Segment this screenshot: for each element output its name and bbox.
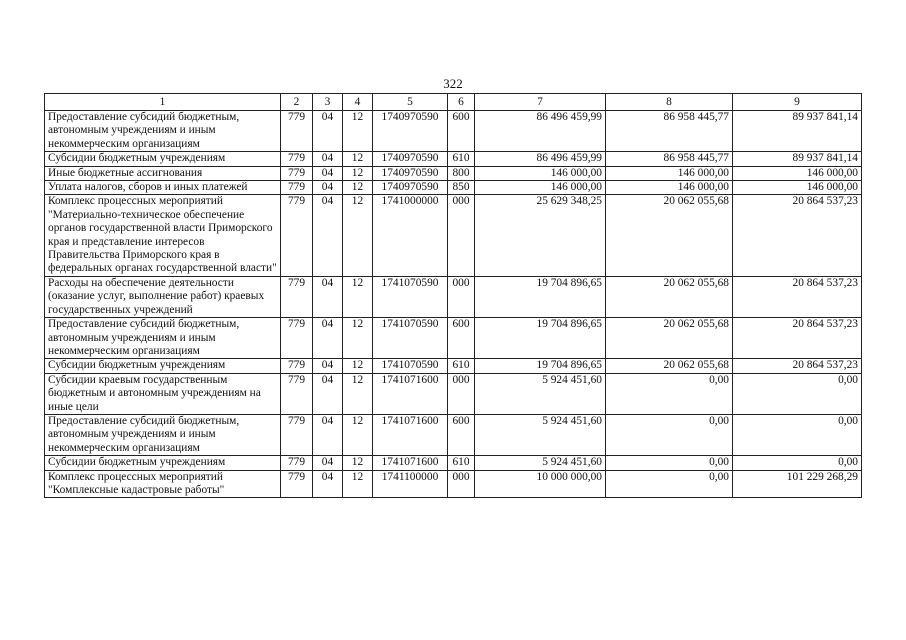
row-amount-col9: 20 864 537,23 xyxy=(733,195,862,276)
row-section-code: 04 xyxy=(313,111,343,152)
row-expense-type: 610 xyxy=(448,152,475,166)
row-ministry-code: 779 xyxy=(281,195,313,276)
row-amount-col7: 19 704 896,65 xyxy=(475,318,606,359)
table-row xyxy=(45,470,862,498)
row-name: Субсидии бюджетным учреждениям xyxy=(45,152,281,166)
row-name: Иные бюджетные ассигнования xyxy=(45,166,281,180)
row-section-code: 04 xyxy=(313,470,343,498)
table-row xyxy=(45,359,862,373)
row-amount-col9: 20 864 537,23 xyxy=(733,359,862,373)
row-name: Комплекс процессных мероприятий "Материально-техническое обеспечение органов государственной власти Приморского края и представление интересов Правительства Приморского края в федеральных органах государственной власти" xyxy=(45,195,281,276)
table-row xyxy=(45,195,862,276)
row-amount-col9: 146 000,00 xyxy=(733,166,862,180)
row-section-code: 04 xyxy=(313,318,343,359)
header-col-4: 4 xyxy=(343,94,373,111)
header-col-1: 1 xyxy=(45,94,281,111)
row-expense-type: 800 xyxy=(448,166,475,180)
budget-table xyxy=(44,93,862,498)
row-target-article: 1741070590 xyxy=(373,359,448,373)
header-col-9: 9 xyxy=(733,94,862,111)
row-section-code: 04 xyxy=(313,276,343,317)
row-subsection-code: 12 xyxy=(343,359,373,373)
row-target-article: 1741000000 xyxy=(373,195,448,276)
table-row xyxy=(45,373,862,414)
table-row xyxy=(45,456,862,470)
row-expense-type: 600 xyxy=(448,414,475,455)
row-ministry-code: 779 xyxy=(281,181,313,195)
row-target-article: 1740970590 xyxy=(373,152,448,166)
row-subsection-code: 12 xyxy=(343,152,373,166)
row-amount-col8: 20 062 055,68 xyxy=(606,359,733,373)
table-row xyxy=(45,318,862,359)
row-amount-col7: 86 496 459,99 xyxy=(475,111,606,152)
table-row xyxy=(45,111,862,152)
row-amount-col7: 25 629 348,25 xyxy=(475,195,606,276)
row-amount-col7: 86 496 459,99 xyxy=(475,152,606,166)
row-subsection-code: 12 xyxy=(343,195,373,276)
row-amount-col9: 0,00 xyxy=(733,373,862,414)
row-expense-type: 610 xyxy=(448,359,475,373)
row-subsection-code: 12 xyxy=(343,318,373,359)
row-ministry-code: 779 xyxy=(281,359,313,373)
row-amount-col7: 5 924 451,60 xyxy=(475,456,606,470)
row-expense-type: 000 xyxy=(448,195,475,276)
row-ministry-code: 779 xyxy=(281,152,313,166)
row-section-code: 04 xyxy=(313,181,343,195)
row-name: Уплата налогов, сборов и иных платежей xyxy=(45,181,281,195)
row-subsection-code: 12 xyxy=(343,414,373,455)
row-expense-type: 600 xyxy=(448,111,475,152)
row-ministry-code: 779 xyxy=(281,276,313,317)
row-ministry-code: 779 xyxy=(281,318,313,359)
table-row xyxy=(45,152,862,166)
table-row xyxy=(45,181,862,195)
header-col-2: 2 xyxy=(281,94,313,111)
row-target-article: 1741070590 xyxy=(373,276,448,317)
row-amount-col8: 86 958 445,77 xyxy=(606,152,733,166)
row-subsection-code: 12 xyxy=(343,181,373,195)
row-name: Предоставление субсидий бюджетным, автономным учреждениям и иным некоммерческим организациям xyxy=(45,111,281,152)
page-number: 322 xyxy=(443,76,463,91)
row-subsection-code: 12 xyxy=(343,373,373,414)
table-header xyxy=(45,94,862,111)
row-section-code: 04 xyxy=(313,152,343,166)
row-name: Комплекс процессных мероприятий "Комплексные кадастровые работы" xyxy=(45,470,281,498)
row-subsection-code: 12 xyxy=(343,166,373,180)
row-section-code: 04 xyxy=(313,166,343,180)
row-amount-col8: 146 000,00 xyxy=(606,181,733,195)
row-name: Субсидии краевым государственным бюджетным и автономным учреждениям на иные цели xyxy=(45,373,281,414)
row-subsection-code: 12 xyxy=(343,456,373,470)
row-amount-col8: 146 000,00 xyxy=(606,166,733,180)
row-target-article: 1741071600 xyxy=(373,414,448,455)
row-target-article: 1741071600 xyxy=(373,373,448,414)
row-expense-type: 000 xyxy=(448,373,475,414)
row-amount-col8: 20 062 055,68 xyxy=(606,276,733,317)
row-amount-col8: 20 062 055,68 xyxy=(606,195,733,276)
row-amount-col7: 146 000,00 xyxy=(475,166,606,180)
row-amount-col8: 86 958 445,77 xyxy=(606,111,733,152)
row-expense-type: 850 xyxy=(448,181,475,195)
row-amount-col8: 20 062 055,68 xyxy=(606,318,733,359)
row-target-article: 1740970590 xyxy=(373,166,448,180)
row-amount-col9: 20 864 537,23 xyxy=(733,318,862,359)
row-expense-type: 000 xyxy=(448,470,475,498)
row-name: Расходы на обеспечение деятельности (оказание услуг, выполнение работ) краевых государственных учреждений xyxy=(45,276,281,317)
row-name: Предоставление субсидий бюджетным, автономным учреждениям и иным некоммерческим организациям xyxy=(45,318,281,359)
row-amount-col7: 5 924 451,60 xyxy=(475,414,606,455)
header-col-5: 5 xyxy=(373,94,448,111)
row-target-article: 1740970590 xyxy=(373,181,448,195)
row-amount-col9: 101 229 268,29 xyxy=(733,470,862,498)
row-amount-col8: 0,00 xyxy=(606,373,733,414)
row-target-article: 1740970590 xyxy=(373,111,448,152)
row-section-code: 04 xyxy=(313,456,343,470)
row-amount-col8: 0,00 xyxy=(606,470,733,498)
row-ministry-code: 779 xyxy=(281,456,313,470)
row-amount-col9: 89 937 841,14 xyxy=(733,111,862,152)
table-body xyxy=(45,111,862,498)
header-col-6: 6 xyxy=(448,94,475,111)
row-ministry-code: 779 xyxy=(281,414,313,455)
row-expense-type: 610 xyxy=(448,456,475,470)
row-target-article: 1741100000 xyxy=(373,470,448,498)
header-col-8: 8 xyxy=(606,94,733,111)
row-section-code: 04 xyxy=(313,414,343,455)
row-subsection-code: 12 xyxy=(343,470,373,498)
row-name: Субсидии бюджетным учреждениям xyxy=(45,359,281,373)
row-amount-col7: 146 000,00 xyxy=(475,181,606,195)
row-amount-col7: 10 000 000,00 xyxy=(475,470,606,498)
row-section-code: 04 xyxy=(313,195,343,276)
row-name: Субсидии бюджетным учреждениям xyxy=(45,456,281,470)
row-amount-col9: 20 864 537,23 xyxy=(733,276,862,317)
header-col-7: 7 xyxy=(475,94,606,111)
row-expense-type: 600 xyxy=(448,318,475,359)
header-col-3: 3 xyxy=(313,94,343,111)
table-row xyxy=(45,276,862,317)
row-amount-col7: 19 704 896,65 xyxy=(475,276,606,317)
row-expense-type: 000 xyxy=(448,276,475,317)
row-amount-col9: 0,00 xyxy=(733,414,862,455)
row-amount-col8: 0,00 xyxy=(606,414,733,455)
row-target-article: 1741070590 xyxy=(373,318,448,359)
row-ministry-code: 779 xyxy=(281,373,313,414)
row-target-article: 1741071600 xyxy=(373,456,448,470)
row-name: Предоставление субсидий бюджетным, автономным учреждениям и иным некоммерческим организациям xyxy=(45,414,281,455)
table-row xyxy=(45,166,862,180)
row-amount-col9: 146 000,00 xyxy=(733,181,862,195)
row-subsection-code: 12 xyxy=(343,276,373,317)
row-amount-col7: 5 924 451,60 xyxy=(475,373,606,414)
header-row xyxy=(45,94,862,111)
row-ministry-code: 779 xyxy=(281,166,313,180)
row-subsection-code: 12 xyxy=(343,111,373,152)
row-ministry-code: 779 xyxy=(281,470,313,498)
row-section-code: 04 xyxy=(313,359,343,373)
row-section-code: 04 xyxy=(313,373,343,414)
row-amount-col8: 0,00 xyxy=(606,456,733,470)
row-amount-col9: 0,00 xyxy=(733,456,862,470)
row-ministry-code: 779 xyxy=(281,111,313,152)
row-amount-col7: 19 704 896,65 xyxy=(475,359,606,373)
row-amount-col9: 89 937 841,14 xyxy=(733,152,862,166)
table-row xyxy=(45,414,862,455)
